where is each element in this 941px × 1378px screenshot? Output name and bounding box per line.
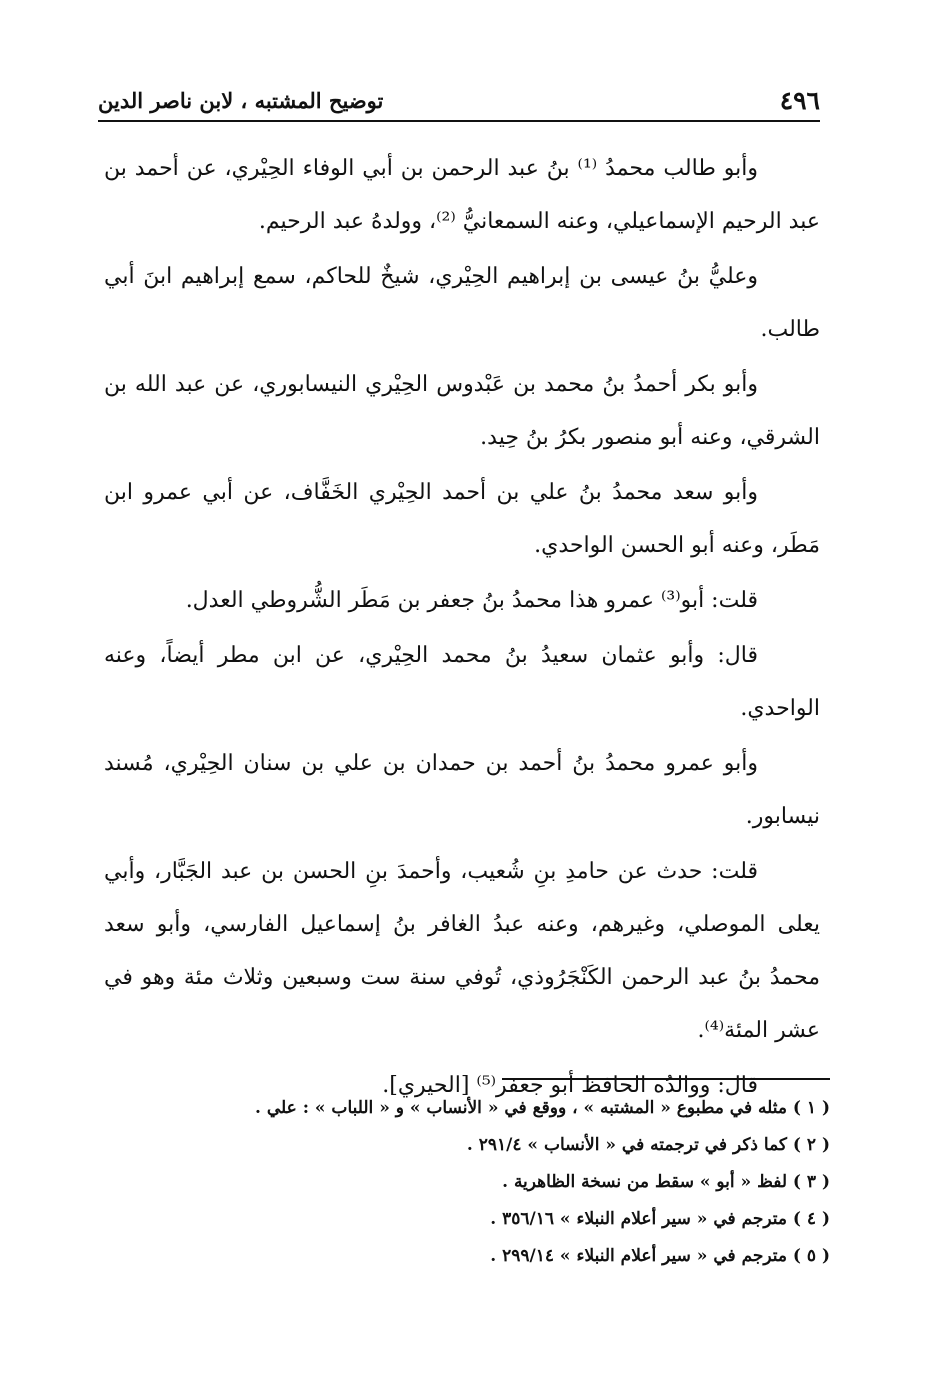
main-text <box>104 142 820 1114</box>
footnotes <box>170 1090 830 1275</box>
page-header <box>98 74 820 122</box>
footnote: ( ٥ ) مترجم في « سير أعلام النبلاء » ٢٩٩/١٤ . <box>490 1246 830 1266</box>
paragraph: وأبو عمرو محمدُ بنُ أحمد بن حمدان بن علي بن سنان الحِيْري، مُسند نيسابور. <box>104 751 820 829</box>
running-title: توضيح المشتبه ، لابن ناصر الدين <box>98 88 384 113</box>
paragraph: قال: ووالدُه الحافظ أبو جعفر⁽⁵⁾ [الحيري]. <box>382 1073 758 1098</box>
paragraph: وأبو طالب محمدُ ⁽¹⁾ بنُ عبد الرحمن بن أبي الوفاء الحِيْري، عن أحمد بن عبد الرحيم الإسماعيلي، وعنه السمعانيُّ ⁽²⁾، وولدهُ عبد الرحيم. <box>104 156 820 234</box>
paragraph: قال: وأبو عثمان سعيدُ بنُ محمد الحِيْري، عن ابن مطر أيضاً، وعنه الواحدي. <box>104 643 820 721</box>
footnote: ( ٢ ) كما ذكر في ترجمته في « الأنساب » ٢٩١/٤ . <box>466 1135 830 1155</box>
footnote: ( ٣ ) لفظ « أبو » سقط من نسخة الظاهرية . <box>502 1172 830 1192</box>
page-number: ٤٩٦ <box>779 86 820 115</box>
footnote: ( ١ ) مثله في مطبوع « المشتبه » ، ووقع في « الأنساب » و « اللباب » : علي . <box>255 1098 830 1118</box>
footnote-divider <box>502 1078 830 1080</box>
footnote: ( ٤ ) مترجم في « سير أعلام النبلاء » ٣٥٦/١٦ . <box>490 1209 830 1229</box>
paragraph: قلت: أبو⁽³⁾ عمرو هذا محمدُ بنُ جعفر بن مَطَر الشُّروطي العدل. <box>185 588 758 613</box>
paragraph: قلت: حدث عن حامدِ بنِ شُعيب، وأحمدَ بنِ الحسن بن عبد الجَبَّار، وأبي يعلى الموصلي، وغيرهم، وعنه عبدُ الغافر بنُ إسماعيل الفارسي، وأبو سعد محمدُ بنُ عبد الرحمن الكَنْجَرُوذي، تُوفي سنة ست وسبعين وثلاث مئة وهو في عشر المئة⁽⁴⁾. <box>104 859 820 1043</box>
paragraph: وأبو بكر أحمدُ بنُ محمد بن عَبْدوس الحِيْري النيسابوري، عن عبد الله بن الشرقي، وعنه أبو منصور بكرُ بنُ حِيد. <box>104 372 820 450</box>
paragraph: وعليُّ بنُ عيسى بن إبراهيم الحِيْري، شيخٌ للحاكم، سمع إبراهيم ابنَ أبي طالب. <box>104 264 820 342</box>
paragraph: وأبو سعد محمدُ بنُ علي بن أحمد الحِيْري الخَفَّاف، عن أبي عمرو ابن مَطَر، وعنه أبو الحسن الواحدي. <box>104 480 820 558</box>
